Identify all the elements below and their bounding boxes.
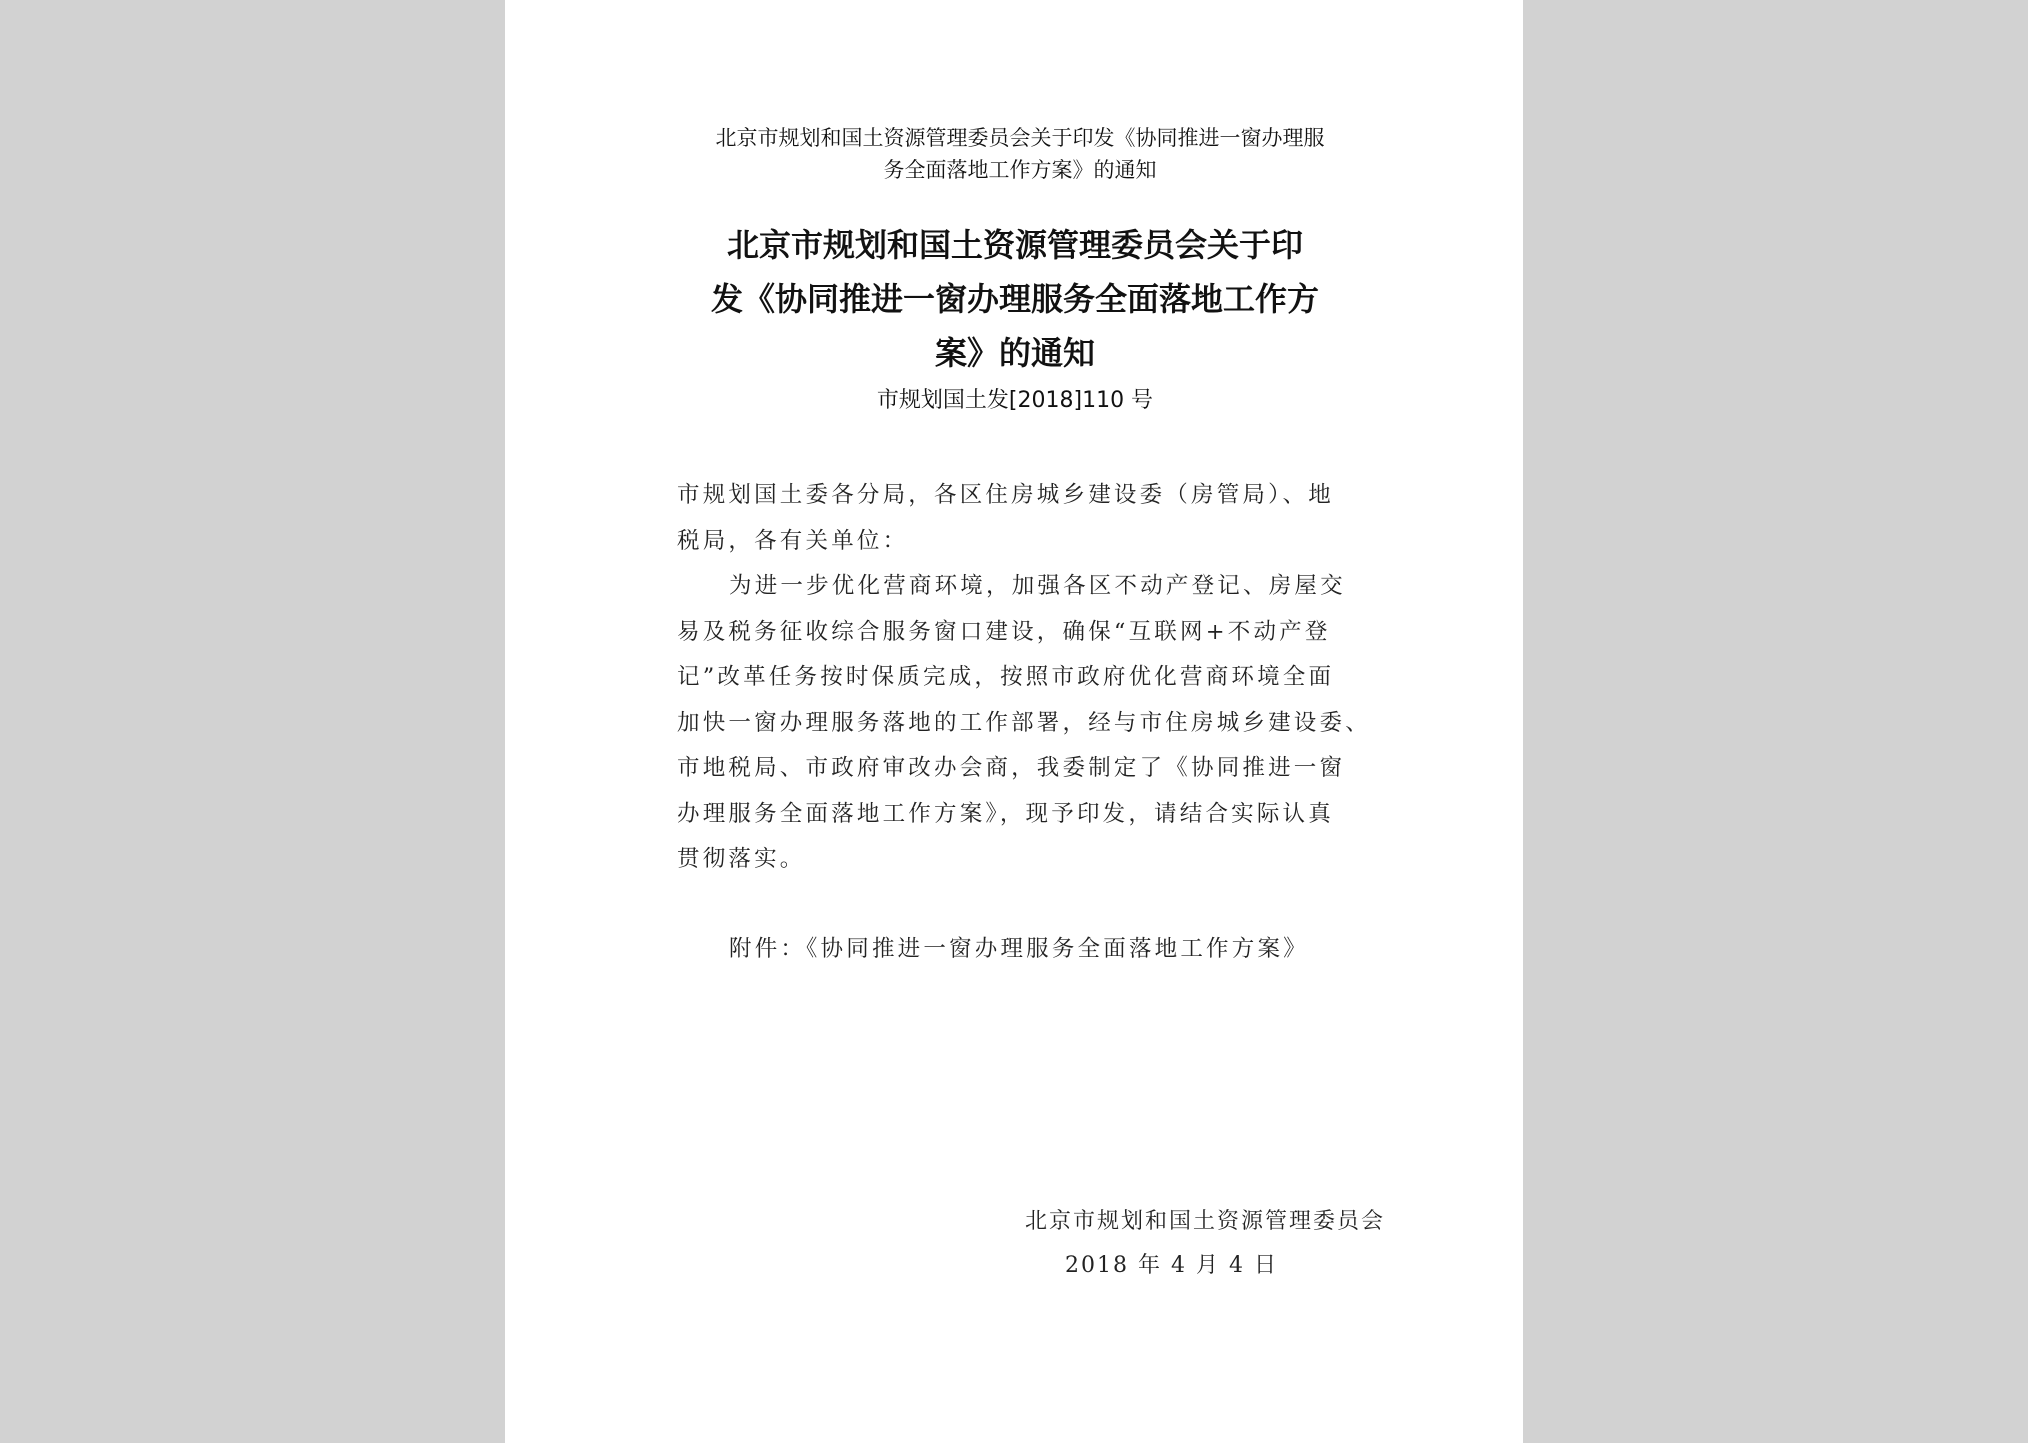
title-line: 发《协同推进一窗办理服务全面落地工作方 — [710, 280, 1319, 318]
signature-date: 2018 年 4 月 4 日 — [1065, 1253, 1278, 1278]
recipients-line: 税局，各有关单位： — [677, 527, 909, 554]
paragraph-line: 为进一步优化营商环境，加强各区不动产登记、房屋交 — [729, 573, 1346, 599]
body-paragraph — [677, 564, 1377, 883]
paragraph-line: 贯彻落实。 — [677, 846, 806, 872]
document-number: 市规划国土发[2018]110 号 — [876, 388, 1154, 413]
paragraph-line: 市地税局、市政府审改办会商，我委制定了《协同推进一窗 — [677, 755, 1346, 781]
attachment-line: 附件：《协同推进一窗办理服务全面落地工作方案》 — [729, 936, 1309, 962]
header-note — [655, 122, 1385, 186]
paragraph-line: 记”改革任务按时保质完成，按照市政府优化营商环境全面 — [677, 664, 1335, 690]
paragraph-line: 加快一窗办理服务落地的工作部署，经与市住房城乡建设委、 — [677, 709, 1371, 736]
paragraph-line: 易及税务征收综合服务窗口建设，确保“互联网+不动产登 — [677, 618, 1331, 645]
recipients-line: 市规划国土委各分局，各区住房城乡建设委（房管局）、地 — [677, 482, 1334, 508]
title-line: 北京市规划和国土资源管理委员会关于印 — [726, 226, 1303, 264]
document-page — [505, 0, 1523, 1443]
title-line: 案》的通知 — [934, 334, 1095, 372]
document-title — [665, 218, 1365, 380]
signature-organization: 北京市规划和国土资源管理委员会 — [1024, 1209, 1385, 1234]
recipients — [677, 473, 1377, 564]
paragraph-line: 办理服务全面落地工作方案》，现予印发，请结合实际认真 — [677, 800, 1334, 827]
header-note-line: 务全面落地工作方案》的通知 — [883, 158, 1157, 182]
header-note-line: 北京市规划和国土资源管理委员会关于印发《协同推进一窗办理服 — [715, 126, 1325, 150]
signature-block — [955, 1200, 1385, 1288]
